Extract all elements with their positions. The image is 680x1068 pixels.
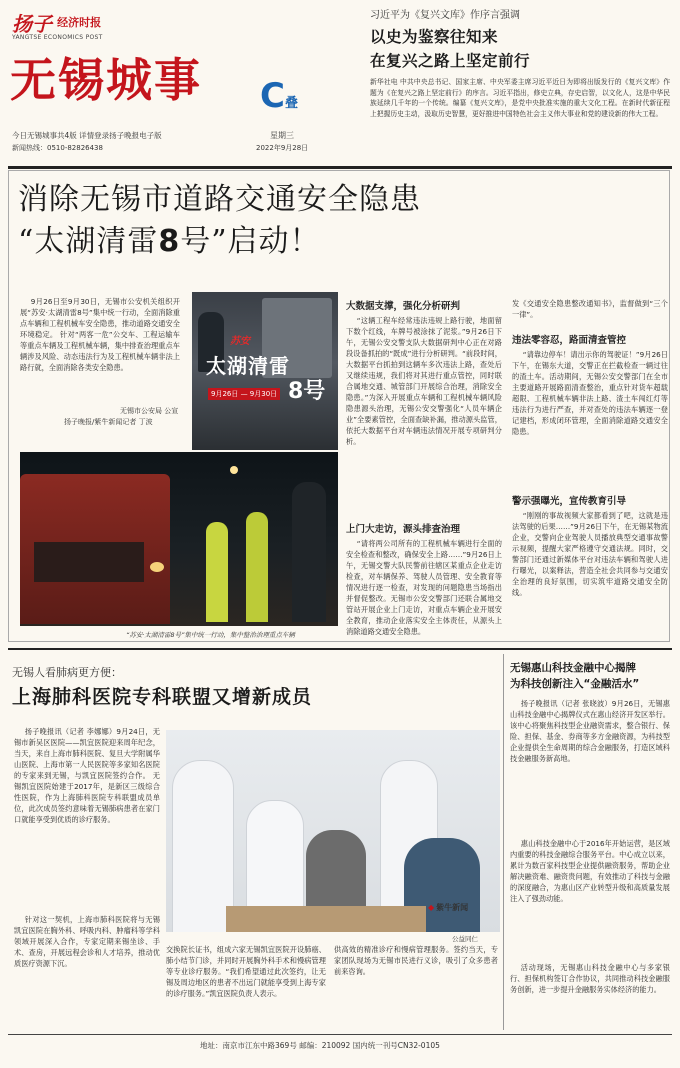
masthead-info: 今日无锡城事共4版 详情登录扬子晚报电子版	[12, 131, 162, 140]
lead-text-2: “请将两公司所有的工程机械车辆进行全面的安全检查和整改，确保安全上路……”9月26日上午，无锡交警大队民警前往辖区某重点企业走访检查，对车辆保养、驾驶人员管理、安全教育等情况进行逐一检查，对发现的问题隐患当场指出并督促整改。无锡市公安交警部门还联合属地交管站开展企业上门走访，对重点车辆企业开展安全教育，推动企业落实安全主体责任，从源头上消除道路交通安全隐患。	[346, 539, 502, 636]
lead-intro-credit-2: 扬子晚报/紫牛新闻记者 丁波	[64, 418, 153, 426]
finance-text-3: 活动现场，无锡惠山科技金融中心与多家银行、担保机构签订合作协议，共同推动科技金融服务创新，进一步提升金融服务实体经济的能力。	[510, 963, 670, 994]
hotline: 新闻热线：0510-82826438	[12, 144, 103, 152]
lead-headline-1: 消除无锡市道路交通安全隐患	[18, 182, 421, 217]
issue-date: 2022年9月28日	[256, 144, 309, 152]
lead-text-1: “这辆工程车经常违法违规上路行驶，地面留下数个红线，车牌号被涂抹了泥浆。”9月26日下午，无锡公安交警支队大数据研判中心正在对路段设备抓拍的“既成”进行分析研判。“前段时间，大数据平台抓拍到这辆车多次违法上路，查处后又继续违规，我们将对其进行重点管控，同时联合属地交通、城管部门开展综合治理，消除安全隐患。”为深入开展重点车辆和工程机械车辆风险隐患源头治理，无锡公安交警强化“人员车辆企业”全要素管控，全面查缺补漏，推动源头监管，依托大数据平台对车辆违法情况开展专项研判分析。	[346, 316, 502, 446]
poster-number: 8号	[288, 379, 326, 404]
section-divider	[8, 648, 672, 650]
top-story	[370, 4, 670, 156]
finance-text-2: 惠山科技金融中心于2016年开始运营，是区域内重要的科技金融综合服务平台。中心成立以来，累计为数百家科技型企业提供融资服务，帮助企业解决融资难、融资贵问题，有效推动了科技与金融的深度融合，为惠山区产业转型升级和高质量发展注入了强劲动能。	[510, 839, 670, 903]
lead-headline-2-post: 号”启动！	[180, 224, 321, 259]
footer-divider	[8, 1034, 672, 1035]
lead-photo-caption: “苏安·太湖清雷8号”集中统一行动，集中整治治理重点车辆	[126, 631, 295, 639]
poster-title: 太湖清雷	[206, 354, 290, 378]
photo-credit: 紫牛新闻	[436, 903, 469, 912]
logo-script: 扬子	[12, 12, 52, 36]
masthead-divider	[8, 166, 672, 169]
section-letter: C	[260, 76, 285, 116]
lead-text-3: 发《交通安全隐患整改通知书》，监督做到“三个一律”。	[512, 299, 668, 319]
lead-text-4: “请靠边停车！请出示你的驾驶证！”9月26日下午，在锡东大道，交警正在拦截检查一辆过往的渣土车。活动期间，无锡公安交警部门在全市主要道路开展路面清查整治，重点针对货车超载超限、工程机械车辆非法上路、渣土车闯红灯等违法行为进行严查，并对查处的违法车辆逐一登记建档，形成闭环管理，全面消除道路交通安全隐患。	[512, 350, 668, 436]
poster-date: 9月26日 — 9月30日	[208, 388, 280, 400]
lead-box-border	[8, 170, 670, 642]
section-letter-suffix: 叠	[284, 96, 298, 111]
masthead	[8, 6, 328, 156]
lead-subhead-4: 警示强曝光，宣传教育引导	[512, 496, 627, 507]
footer-info: 地址：南京市江东中路369号 邮编：210092 国内统一刊号CN32-0105	[200, 1041, 440, 1050]
hospital-headline: 上海肺科医院专科联盟又增新成员	[12, 686, 313, 708]
poster-badge: 苏安	[230, 336, 250, 347]
section-letter-badge	[260, 76, 298, 116]
lead-headline-2-pre: “太湖清雷	[18, 224, 159, 259]
weekday: 星期三	[270, 131, 294, 140]
logo-english: YANGTSE ECONOMICS POST	[12, 34, 103, 41]
top-story-headline-2: 在复兴之路上坚定前行	[370, 52, 531, 70]
photo-logo-icon: ◆ 紫牛新闻	[428, 903, 469, 912]
doctor-shape	[172, 760, 234, 932]
hospital-text-1: 扬子晚报讯（记者 李娜娜）9月24日，无锡市新吴区医院——凯宜医院迎来周年纪念，当天，来自上海市肺科医院、复旦大学附属华山医院、上海市第一人民医院等多家知名医院的专家来到无锡，与凯宜医院签约合作。 无锡凯宜医院始建于2017年，是新区三级综合性医院，作为上海肺科医院专科联盟成员单位，此次成员签约意味着无锡肺病患者在家门口就能享受到优质的诊疗服务。	[14, 727, 160, 824]
hospital-text-2: 针对这一契机，上海市肺科医院将与无锡凯宜医院在胸外科、呼吸内科、肿瘤科等学科领域开展深入合作，专家定期来锡坐诊、手术、查房，开展远程会诊和人才培养，推动优质医疗资源下沉。	[14, 915, 160, 968]
logo-name: 经济时报	[57, 16, 102, 29]
finance-headline-2: 为科技创新注入“金融活水”	[510, 678, 640, 690]
hospital-text-4: 供高效的精准诊疗和慢病管理服务。签约当天，专家团队现场为无锡市民进行义诊，吸引了众多患者前来咨询。	[334, 945, 498, 976]
publication-logo	[12, 8, 212, 41]
top-story-kicker: 习近平为《复兴文库》作序言强调	[370, 10, 520, 21]
lead-intro: 9月26日至9月30日，无锡市公安机关组织开展“苏安·太湖清雷8号”集中统一行动，全面消除重点车辆和工程机械车安全隐患，推动道路交通安全环境稳定。 针对“两客一危”公交车、工程运输车等重点车辆及工程机械车辆，集中排查治理重点车辆涉及风险、动态违法行为及工程机械车辆非法上路行就，全面消除各类安全隐患。	[20, 297, 180, 372]
finance-headline-1: 无锡惠山科技金融中心揭牌	[510, 662, 636, 674]
lead-subhead-1: 大数据支撑，强化分析研判	[346, 301, 461, 312]
section-title: 无锡城事	[10, 53, 202, 107]
lead-text-5: “刚刚的事故视频大家都看到了吧，这就是违法驾驶的后果……”9月26日下午，在无锡某物流企业，交警向企业驾驶人员播放典型交通事故警示视频，提醒大家严格遵守交通法规。同时，交警部门还通过新媒体平台对违法车辆和驾驶人进行曝光，以案释法，营造全社会共同参与交通安全治理的良好氛围，切实筑牢道路交通安全防线。	[512, 511, 668, 597]
top-story-body: 新华社电 中共中央总书记、国家主席、中央军委主席习近平近日为即将出版发行的《复兴文库》作题为《在复兴之路上坚定前行》的序言。习近平指出，修史立典，存史启智，以文化人，这是中华民族延续几千年的一个传统。编纂《复兴文库》，是党中央批准实施的重大文化工程。在新时代新征程上把握历史主动，汲取历史智慧，更好推进中国特色社会主义伟大事业和党的建设新的伟大工程。	[370, 78, 670, 118]
desk-shape	[226, 906, 426, 932]
lead-intro-credit-1: 无锡市公安局 公宣	[120, 407, 179, 415]
lead-subhead-2: 上门大走访，源头排查治理	[346, 524, 461, 535]
top-story-headline-1: 以史为鉴察往知来	[370, 28, 499, 46]
hospital-photo-source: 公益同仁	[452, 935, 478, 943]
column-divider	[503, 654, 504, 1030]
hospital-kicker: 无锡人看肺病更方便：	[12, 666, 122, 679]
finance-text-1: 扬子晚报讯（记者 张晓波）9月26日，无锡惠山科技金融中心揭牌仪式在惠山经济开发区举行。该中心将聚焦科技型企业融资需求，整合银行、保险、担保、基金、券商等多方金融资源，为科技型企业提供全生命周期的综合金融服务，打造区域科技金融服务新高地。	[510, 699, 670, 763]
hospital-photo	[166, 730, 500, 932]
hospital-text-3: 交换院长证书，组成六家无锡凯宜医院开设肺癌、肺小结节门诊，并同时开展胸外科手术和慢病管理等专业诊疗服务。“我们希望通过此次签约，让无锡及周边地区的患者不出远门就能享受到上海专家的诊疗服务。”凯宜医院负责人表示。	[166, 945, 326, 998]
lead-headline-2-num: 8	[158, 224, 181, 259]
lead-subhead-3: 违法零容忍，路面清查管控	[512, 335, 627, 346]
